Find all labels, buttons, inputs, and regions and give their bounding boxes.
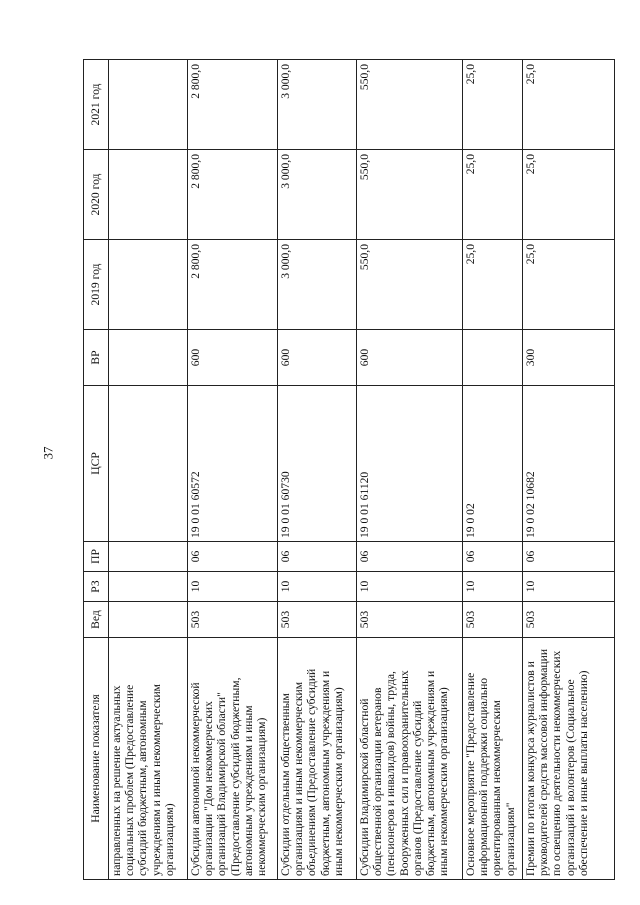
table-row — [109, 60, 188, 880]
cell-vr — [463, 330, 523, 386]
cell-2019: 25,0 — [523, 240, 615, 330]
cell-csr: 19 0 01 61120 — [357, 386, 463, 542]
cell-name: Основное мероприятие "Предоставление информационной поддержки социально ориентированным некоммерческим организациям" — [463, 638, 523, 880]
table-row — [523, 60, 615, 880]
cell-pr — [109, 542, 188, 572]
header-2021: 2021 год — [84, 60, 109, 150]
cell-2021: 3 000,0 — [278, 60, 357, 150]
cell-name: Субсидии отдельным общественным организациям и иным некоммерческим объединениям (Предоставление субсидий бюджетным, автономным учреждениям и иным некоммерческим организациям) — [278, 638, 357, 880]
cell-csr: 19 0 02 — [463, 386, 523, 542]
table-row — [188, 60, 278, 880]
cell-2019: 2 800,0 — [188, 240, 278, 330]
cell-pr: 06 — [523, 542, 615, 572]
cell-rz: 10 — [357, 572, 463, 602]
cell-2021: 2 800,0 — [188, 60, 278, 150]
budget-table — [83, 59, 615, 880]
cell-vr — [109, 330, 188, 386]
table-row — [278, 60, 357, 880]
cell-ved: 503 — [357, 602, 463, 638]
cell-vr: 600 — [188, 330, 278, 386]
cell-ved — [109, 602, 188, 638]
cell-rz: 10 — [523, 572, 615, 602]
table-row — [463, 60, 523, 880]
cell-pr: 06 — [357, 542, 463, 572]
cell-rz: 10 — [463, 572, 523, 602]
header-2020: 2020 год — [84, 150, 109, 240]
cell-2020 — [109, 150, 188, 240]
cell-csr: 19 0 02 10682 — [523, 386, 615, 542]
header-ved: Вед — [84, 602, 109, 638]
cell-pr: 06 — [278, 542, 357, 572]
cell-2021 — [109, 60, 188, 150]
header-rz: РЗ — [84, 572, 109, 602]
header-name: Наименование показателя — [84, 638, 109, 880]
cell-2021: 25,0 — [523, 60, 615, 150]
cell-rz — [109, 572, 188, 602]
cell-name: Субсидии Владимирской областной общественной организации ветеранов (пенсионеров и инвалидов) войны, труда, Вооруженных сил и правоохранительных органов (Предоставление субсидий бюджетным, автономным учреждениям и иным некоммерческим организациям) — [357, 638, 463, 880]
cell-2020: 2 800,0 — [188, 150, 278, 240]
cell-vr: 600 — [357, 330, 463, 386]
cell-name: Премии по итогам конкурса журналистов и руководителей средств массовой информации по освещению деятельности некоммерческих организаций и волонтеров (Социальное обеспечение и иные выплаты населению) — [523, 638, 615, 880]
header-vr: ВР — [84, 330, 109, 386]
cell-2020: 25,0 — [463, 150, 523, 240]
cell-vr: 300 — [523, 330, 615, 386]
cell-ved: 503 — [188, 602, 278, 638]
cell-ved: 503 — [523, 602, 615, 638]
header-csr: ЦСР — [84, 386, 109, 542]
table-row — [357, 60, 463, 880]
cell-rz: 10 — [188, 572, 278, 602]
cell-csr: 19 0 01 60572 — [188, 386, 278, 542]
cell-2020: 25,0 — [523, 150, 615, 240]
cell-pr: 06 — [463, 542, 523, 572]
page-number: 37 — [40, 446, 56, 460]
table-header-row — [84, 60, 109, 880]
cell-csr — [109, 386, 188, 542]
cell-2021: 25,0 — [463, 60, 523, 150]
budget-table-rotated — [83, 60, 613, 880]
cell-name: направленных на решение актуальных социальных проблем (Предоставление субсидий бюджетным, автономным учреждениям и иным некоммерческим организациям) — [109, 638, 188, 880]
cell-ved: 503 — [463, 602, 523, 638]
cell-ved: 503 — [278, 602, 357, 638]
cell-2019 — [109, 240, 188, 330]
cell-2019: 25,0 — [463, 240, 523, 330]
cell-2019: 550,0 — [357, 240, 463, 330]
cell-csr: 19 0 01 60730 — [278, 386, 357, 542]
cell-2020: 3 000,0 — [278, 150, 357, 240]
cell-2019: 3 000,0 — [278, 240, 357, 330]
cell-2020: 550,0 — [357, 150, 463, 240]
cell-name: Субсидии автономной некоммерческой организации "Дом некоммерческих организаций Владимирской области" (Предоставление субсидий бюджетным, автономным учреждениям и иным некоммерческим организациям) — [188, 638, 278, 880]
cell-vr: 600 — [278, 330, 357, 386]
cell-pr: 06 — [188, 542, 278, 572]
cell-2021: 550,0 — [357, 60, 463, 150]
header-pr: ПР — [84, 542, 109, 572]
header-2019: 2019 год — [84, 240, 109, 330]
cell-rz: 10 — [278, 572, 357, 602]
